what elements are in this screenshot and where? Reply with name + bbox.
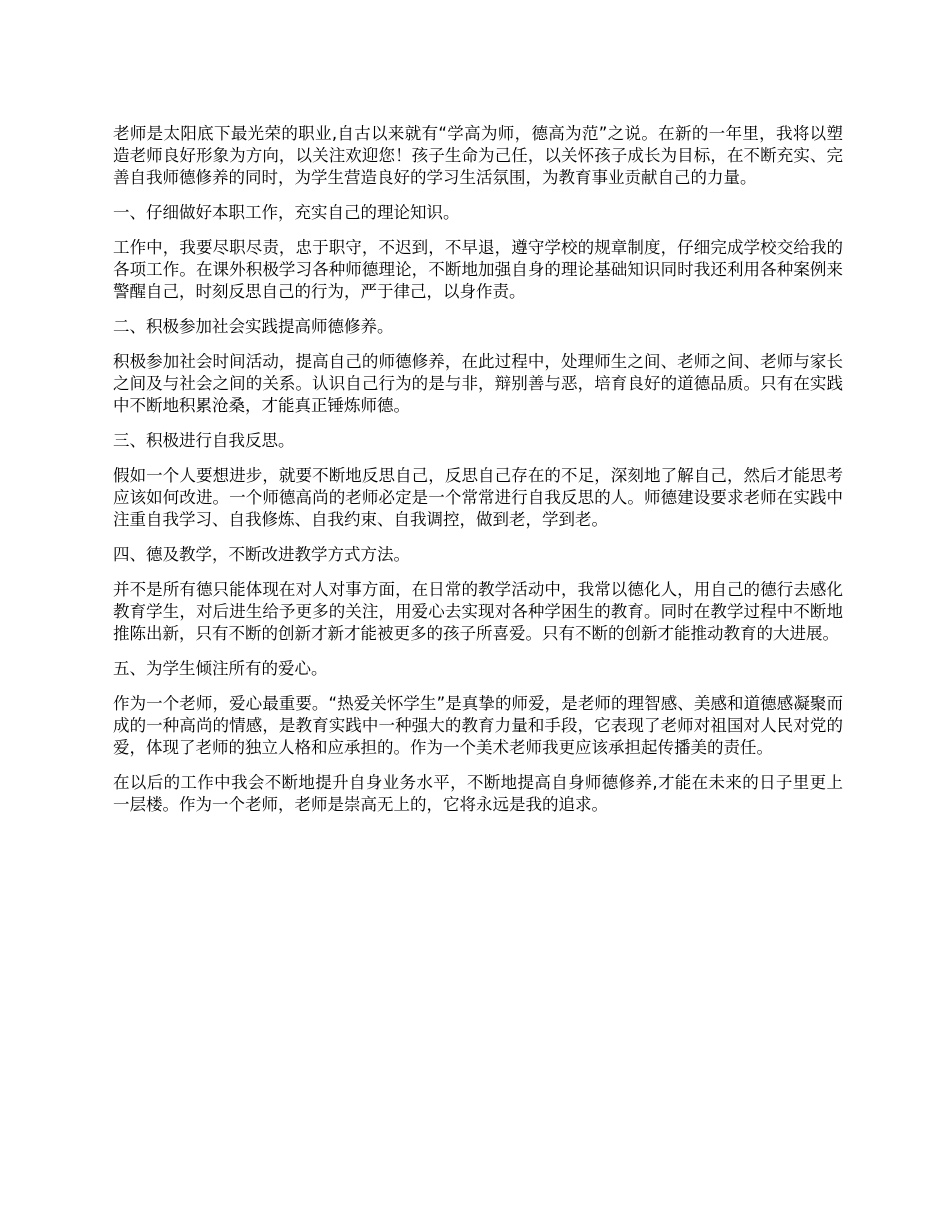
section-heading-1: 一、仔细做好本职工作，充实自己的理论知识。 <box>113 203 460 222</box>
section-heading-5: 五、为学生倾注所有的爱心。 <box>113 659 328 678</box>
section-heading-3: 三、积极进行自我反思。 <box>113 431 295 450</box>
section-body-4: 并不是所有德只能体现在对人对事方面，在日常的教学活动中，我常以德化人，用自己的德行去感化教育学生，对后进生给予更多的关注，用爱心去实现对各种学困生的教育。同时在教学过程中不断地推陈出新，只有不断的创新才新才能被更多的孩子所喜爱。只有不断的创新才能推动教育的大进展。 <box>113 580 843 643</box>
section-heading-2: 二、积极参加社会实践提高师德修养。 <box>113 317 394 336</box>
section-body-1: 工作中，我要尽职尽责，忠于职守，不迟到，不早退，遵守学校的规章制度，仔细完成学校交给我的各项工作。在课外积极学习各种师德理论，不断地加强自身的理论基础知识同时我还利用各种案例来警醒自己，时刻反思自己的行为，严于律己，以身作责。 <box>113 238 843 301</box>
section-body-2: 积极参加社会时间活动，提高自己的师德修养，在此过程中，处理师生之间、老师之间、老师与家长之间及与社会之间的关系。认识自己行为的是与非，辩别善与恶，培育良好的道德品质。只有在实践中不断地积累沧桑，才能真正锤炼师德。 <box>113 352 843 415</box>
section-heading-4: 四、德及教学，不断改进教学方式方法。 <box>113 545 410 564</box>
closing-paragraph: 在以后的工作中我会不断地提升自身业务水平，不断地提高自身师德修养,才能在未来的日子里更上一层楼。作为一个老师，老师是崇高无上的，它将永远是我的追求。 <box>113 773 843 814</box>
intro-paragraph: 老师是太阳底下最光荣的职业,自古以来就有“学高为师，德高为范”之说。在新的一年里，我将以塑造老师良好形象为方向，以关注欢迎您！孩子生命为己任，以关怀孩子成长为目标，在不断充实、完善自我师德修养的同时，为学生营造良好的学习生活氛围，为教育事业贡献自己的力量。 <box>113 124 843 187</box>
section-body-3: 假如一个人要想进步，就要不断地反思自己，反思自己存在的不足，深刻地了解自己，然后才能思考应该如何改进。一个师德高尚的老师必定是一个常常进行自我反思的人。师德建设要求老师在实践中注重自我学习、自我修炼、自我约束、自我调控，做到老，学到老。 <box>113 466 843 529</box>
section-body-5: 作为一个老师，爱心最重要。“热爱关怀学生”是真挚的师爱，是老师的理智感、美感和道德感凝聚而成的一种高尚的情感，是教育实践中一种强大的教育力量和手段，它表现了老师对祖国对人民对党的爱，体现了老师的独立人格和应承担的。作为一个美术老师我更应该承担起传播美的责任。 <box>113 694 843 757</box>
document-page <box>113 123 843 829</box>
